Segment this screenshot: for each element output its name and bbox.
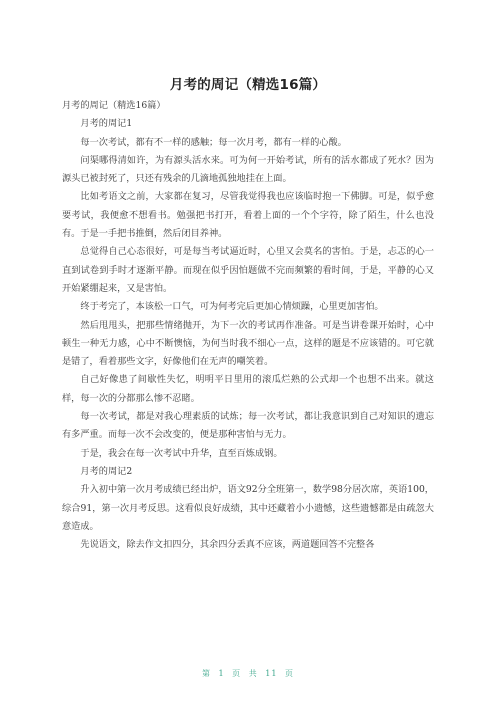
document-body	[62, 97, 434, 554]
body-paragraph: 每一次考试，都是对我心理素质的试炼；每一次考试，都让我意识到自己对知识的遗忘有多严重。而每一次不会改变的，便是那种害怕与无力。	[62, 411, 434, 441]
body-paragraph: 月考的周记（精选16篇）	[62, 100, 166, 111]
body-paragraph: 终于考完了，本该松一口气，可为何考完后更加心情烦躁，心里更加害怕。	[80, 301, 384, 313]
body-paragraph: 升入初中第一次月考成绩已经出炉，语文92分全班第一，数学98分居次席，英语100，综合91，第一次月考反思。这看似良好成绩，其中还藏着小小遗憾，这些遗憾都是由疏忽大意造成。	[62, 484, 434, 532]
document-title: 月考的周记（精选16篇）	[169, 77, 327, 93]
body-paragraph: 于是，我会在每一次考试中升华，直至百炼成钢。	[80, 447, 283, 459]
page-footer: 第 1 页 共 11 页	[202, 669, 294, 678]
body-paragraph: 先说语文，除去作文扣四分，其余四分丢真不应该，两道题回答不完整各	[80, 539, 375, 551]
body-paragraph: 然后甩甩头，把那些情绪抛开，为下一次的考试再作准备。可是当讲卷课开始时，心中顿生一种无力感，心中不断懊恼，为何当时我不细心一点，这样的题是不应该错的。可它就是错了，看着那些文字，好像他们在无声的嘲笑着。	[62, 319, 434, 368]
body-paragraph: 每一次考试，都有不一样的感触；每一次月考，都有一样的心酸。	[80, 136, 347, 148]
body-paragraph: 月考的周记2	[80, 465, 133, 477]
body-paragraph: 自己好像患了间歇性失忆，明明平日里用的滚瓜烂熟的公式却一个也想不出来。就这样，每一次的分都那么惨不忍睹。	[62, 374, 434, 404]
body-paragraph: 比如考语文之前，大家都在复习，尽管我觉得我也应该临时抱一下佛脚。可是，似乎愈要考试，我便愈不想看书。勉强把书打开，看着上面的一个个字符，除了陌生，什么也没有。于是一手把书推倒，然后闭目养神。	[62, 191, 434, 240]
body-paragraph: 总觉得自己心态很好，可是每当考试逼近时，心里又会莫名的害怕。于是，忐忑的心一直到试卷到手时才逐渐平静。而现在似乎因怕题做不完而频繁的看时间，于是，平静的心又开始紧绷起来，又是害怕。	[62, 246, 434, 294]
body-paragraph: 问渠哪得清如许，为有源头活水来。可为何一开始考试，所有的活水都成了死水？因为源头已被封死了，只还有残余的几滴地孤独地挂在上面。	[62, 154, 434, 185]
body-paragraph: 月考的周记1	[80, 118, 133, 130]
